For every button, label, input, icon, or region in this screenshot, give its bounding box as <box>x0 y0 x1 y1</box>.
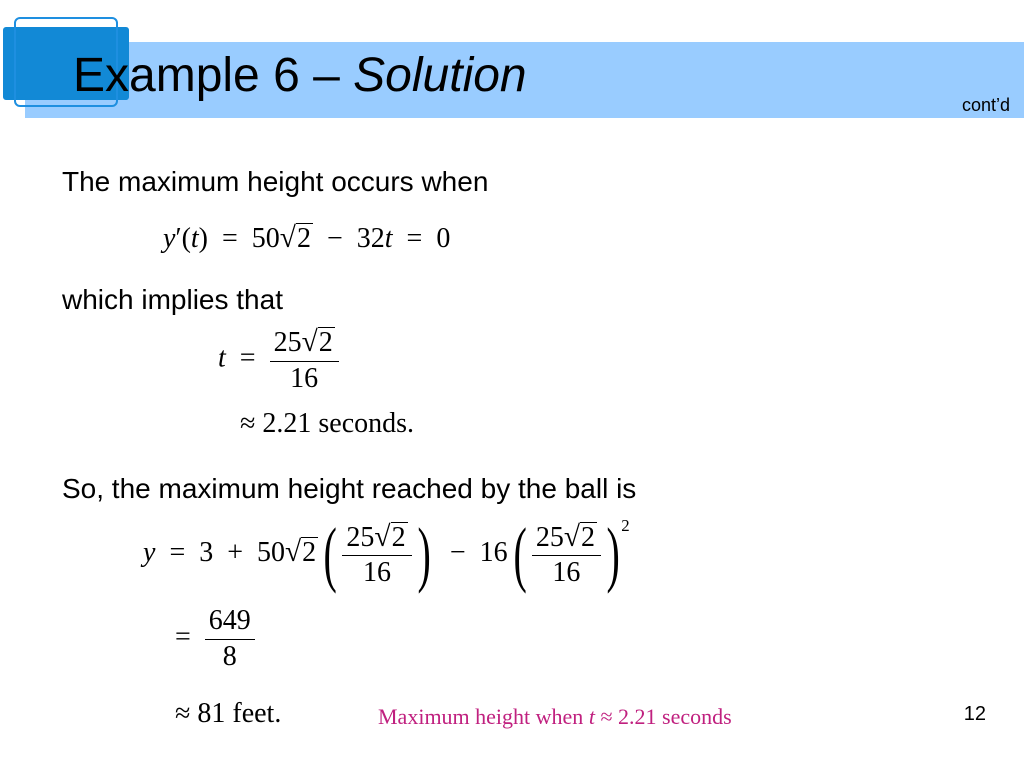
eq1-rhs: 0 <box>436 223 451 254</box>
eq3-fraction-1-denominator: 16 <box>362 557 391 589</box>
eq2-equals: = <box>239 342 256 374</box>
eq3-fraction-3-numerator: 649 <box>205 606 255 640</box>
eq3-minus: − <box>449 537 466 569</box>
eq2-square-root: √2 <box>301 326 333 358</box>
eq3-fraction-2 <box>532 521 601 590</box>
eq3-frac2-square-root: √2 <box>563 520 595 553</box>
eq2-fraction-numerator <box>270 326 339 362</box>
eq3-close-paren-1: ) <box>417 513 431 595</box>
eq3-radicand-1: 2 <box>302 537 317 569</box>
equation-max-height-fraction <box>175 606 255 673</box>
eq1-function: y <box>163 223 176 254</box>
eq1-equals-2: = <box>406 223 423 254</box>
eq2-approx-value: 2.21 seconds. <box>262 408 415 439</box>
eq3-fraction-3 <box>205 606 255 673</box>
eq2-radicand: 2 <box>318 327 333 358</box>
eq2-fraction <box>270 326 339 395</box>
eq2-fraction-denominator: 16 <box>290 362 319 394</box>
eq3-open-paren-2: ( <box>513 513 527 595</box>
eq3-frac1-square-root: √2 <box>374 520 406 553</box>
paragraph-max-height-condition: The maximum height occurs when <box>62 166 489 197</box>
equation-max-height <box>143 513 630 595</box>
eq2-approx-symbol: ≈ <box>240 408 256 439</box>
eq3-close-paren-2: ) <box>606 513 620 595</box>
eq3-approx-value: 81 feet. <box>197 698 282 729</box>
eq1-variable: t <box>190 223 199 254</box>
eq3-fraction-3-denominator: 8 <box>222 640 237 672</box>
eq1-prime-paren: ′( <box>175 223 191 254</box>
eq3-open-paren-1: ( <box>323 513 337 595</box>
eq3-fraction-1 <box>342 521 411 590</box>
eq3-fraction-1-numerator <box>342 521 411 557</box>
eq3-coefficient-1: 50 <box>257 537 286 569</box>
eq3-equals: = <box>169 537 186 569</box>
eq3-variable: y <box>143 537 156 569</box>
eq3-exponent: 2 <box>621 516 630 535</box>
eq2-num-coefficient: 25 <box>273 327 302 358</box>
eq1-radicand: 2 <box>296 223 311 254</box>
eq2-variable: t <box>218 342 226 374</box>
eq3-approx-symbol: ≈ <box>175 698 191 729</box>
slide-title <box>73 46 527 106</box>
equation-derivative-zero <box>163 222 450 255</box>
eq1-term2-variable: t <box>384 223 393 254</box>
eq3-constant: 3 <box>199 537 214 569</box>
eq3-plus: + <box>227 537 244 569</box>
annotation-variable: t <box>588 704 595 729</box>
eq3-frac2-radicand: 2 <box>581 521 595 553</box>
eq3-frac2-num-coefficient: 25 <box>535 521 564 553</box>
eq3-coefficient-2: 16 <box>479 537 508 569</box>
eq3-fraction-2-numerator <box>532 521 601 557</box>
equation-time-solution <box>218 326 339 395</box>
annotation-suffix: ≈ 2.21 seconds <box>600 704 732 729</box>
paragraph-max-height-result: So, the maximum height reached by the ball is <box>62 473 637 504</box>
slide-title-emphasis: Solution <box>353 49 527 102</box>
equation-max-height-approx <box>175 698 281 730</box>
eq3-square-root-1: √2 <box>285 536 317 569</box>
max-height-annotation <box>378 704 732 730</box>
eq1-equals: = <box>222 223 238 254</box>
paragraph-implies: which implies that <box>62 284 283 315</box>
eq3-frac1-num-coefficient: 25 <box>346 521 375 553</box>
annotation-prefix: Maximum height when <box>378 704 584 729</box>
eq1-minus: − <box>326 223 343 254</box>
eq3-equals-2: = <box>175 621 191 653</box>
eq1-term2-coefficient: 32 <box>356 223 385 254</box>
page-number: 12 <box>963 703 986 725</box>
eq3-fraction-2-denominator: 16 <box>552 557 581 589</box>
eq1-square-root: √2 <box>279 222 311 254</box>
continued-label: cont’d <box>961 95 1010 115</box>
slide-title-main: Example 6 – <box>73 49 340 102</box>
equation-time-approx <box>240 408 414 440</box>
eq1-coefficient: 50 <box>251 223 280 254</box>
eq1-close-paren: ) <box>198 223 208 254</box>
eq3-frac1-radicand: 2 <box>391 521 406 553</box>
